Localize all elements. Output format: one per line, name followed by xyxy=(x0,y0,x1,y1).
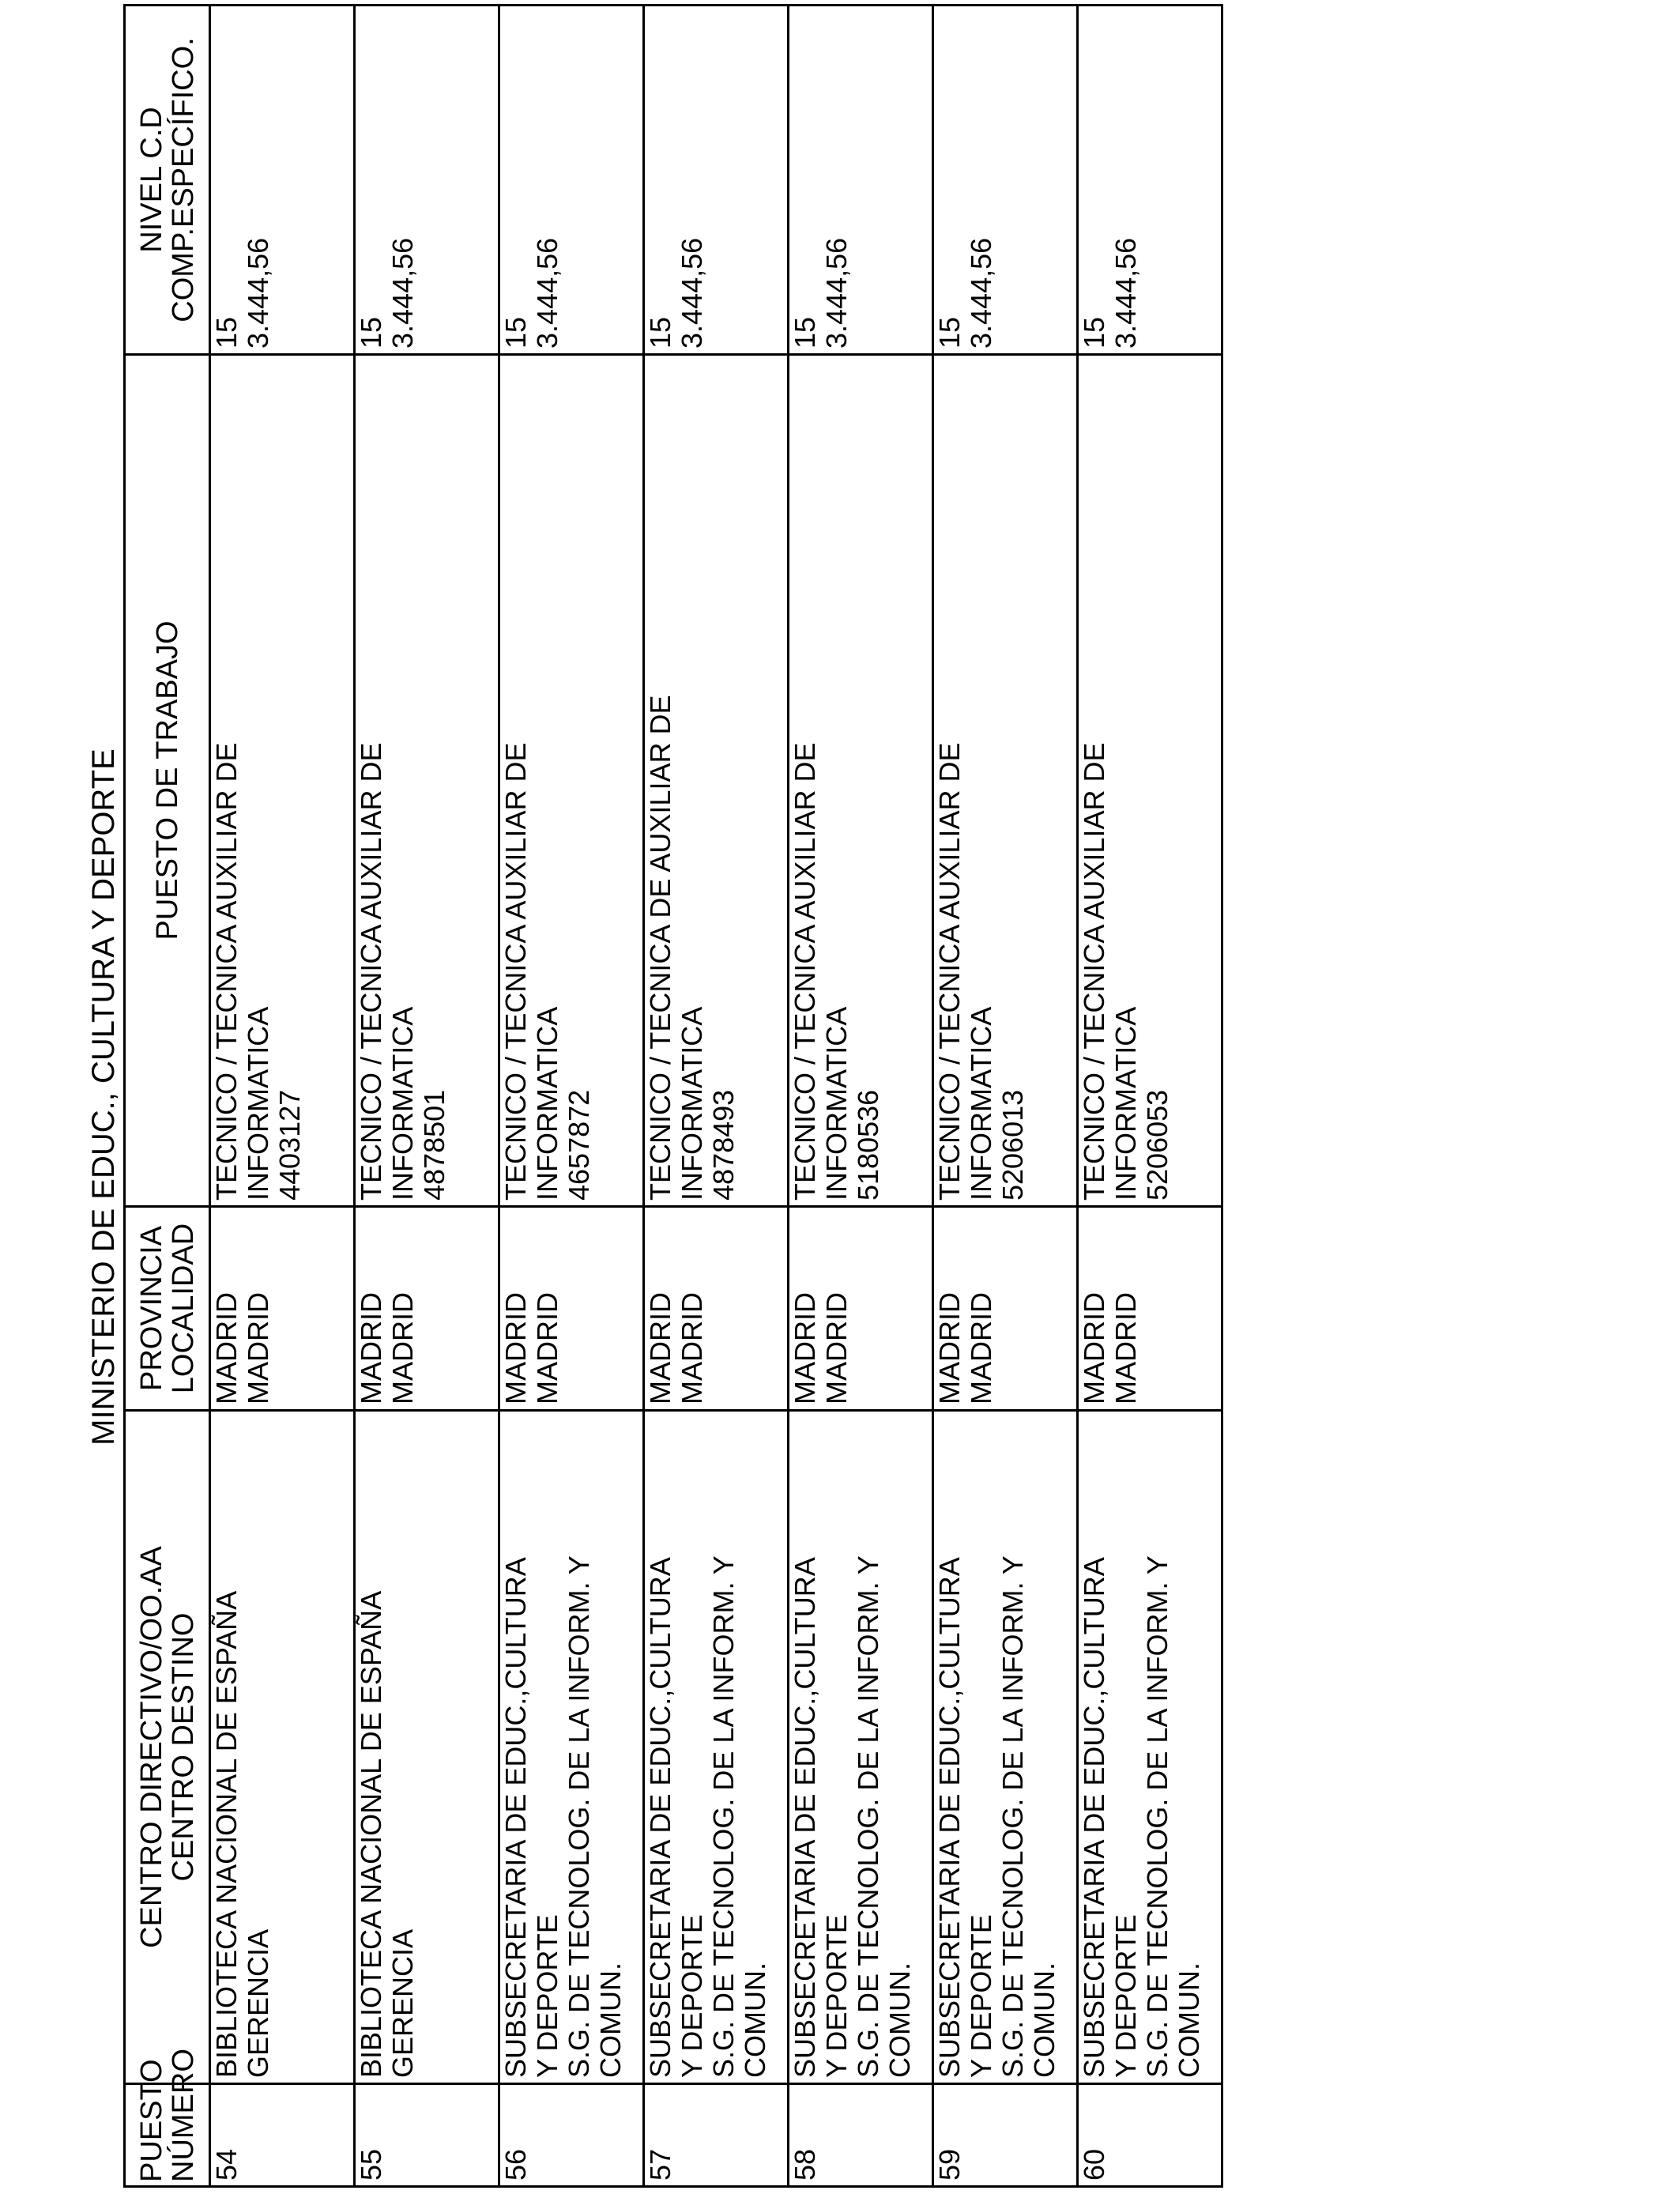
complemento-especifico: 3.444,56 xyxy=(242,237,274,349)
puesto-trabajo-cell xyxy=(210,355,355,1207)
provincia-cell xyxy=(499,1207,644,1411)
localidad: MADRID xyxy=(531,1292,563,1404)
nivel-cd: 15 xyxy=(933,316,966,349)
centro-directivo-line: SUBSECRETARIA DE EDUC.,CULTURA xyxy=(1078,1557,1110,2078)
centro-cell xyxy=(210,1411,355,2084)
provincia-cell xyxy=(933,1207,1078,1411)
puesto-trabajo-cell xyxy=(1078,355,1222,1207)
centro-directivo-line: Y DEPORTE xyxy=(531,1914,563,2078)
complemento-especifico: 3.444,56 xyxy=(1109,237,1142,349)
centro-directivo-line: BIBLIOTECA NACIONAL DE ESPAÑA xyxy=(355,1590,387,2078)
puesto-numero-cell xyxy=(644,2084,789,2187)
nivel-cd: 15 xyxy=(644,316,676,349)
centro-destino-line: S.G. DE TECNOLOG. DE LA INFORM. Y xyxy=(996,1555,1029,2078)
puesto-codigo: 4878501 xyxy=(418,1089,450,1201)
table-row xyxy=(644,6,789,2187)
provincia: MADRID xyxy=(933,1292,966,1404)
table-row xyxy=(499,6,644,2187)
provincia-cell xyxy=(789,1207,933,1411)
puesto-numero: 59 xyxy=(933,2148,966,2181)
puesto-codigo: 4403127 xyxy=(273,1089,306,1201)
puesto-codigo: 4657872 xyxy=(563,1089,595,1201)
centro-directivo-line: SUBSECRETARIA DE EDUC.,CULTURA xyxy=(644,1557,676,2078)
puesto-trabajo-line: INFORMATICA xyxy=(386,1006,419,1201)
puesto-codigo: 5206053 xyxy=(1141,1089,1173,1201)
puesto-trabajo-line: TECNICO / TECNICA AUXILIAR DE xyxy=(1078,742,1110,1201)
puesto-trabajo-line: INFORMATICA xyxy=(676,1006,708,1201)
puesto-numero-cell xyxy=(789,2084,933,2187)
puesto-codigo: 5180536 xyxy=(852,1089,884,1201)
puesto-numero-cell xyxy=(210,2084,355,2187)
centro-cell xyxy=(933,1411,1078,2084)
header-nivel: NIVEL C.D COMP.ESPECÍFICO. xyxy=(125,6,210,355)
puesto-numero: 56 xyxy=(499,2148,532,2181)
complemento-especifico: 3.444,56 xyxy=(965,237,997,349)
nivel-cell xyxy=(789,6,933,355)
puesto-trabajo-line: TECNICO / TECNICA DE AUXILIAR DE xyxy=(644,695,676,1201)
centro-cell xyxy=(499,1411,644,2084)
puesto-trabajo-line: INFORMATICA xyxy=(1109,1006,1142,1201)
provincia: MADRID xyxy=(789,1292,821,1404)
ministry-title: MINISTERIO DE EDUC., CULTURA Y DEPORTE xyxy=(86,748,121,1446)
table-row xyxy=(355,6,499,2187)
puesto-numero-cell xyxy=(933,2084,1078,2187)
centro-directivo-line: SUBSECRETARIA DE EDUC.,CULTURA xyxy=(499,1557,532,2078)
puesto-numero: 57 xyxy=(644,2148,676,2181)
puesto-trabajo-line: TECNICO / TECNICA AUXILIAR DE xyxy=(355,742,387,1201)
puesto-trabajo-line: TECNICO / TECNICA AUXILIAR DE xyxy=(789,742,821,1201)
centro-cell xyxy=(355,1411,499,2084)
puesto-trabajo-line: INFORMATICA xyxy=(820,1006,853,1201)
puesto-trabajo-cell xyxy=(355,355,499,1207)
localidad: MADRID xyxy=(242,1292,274,1404)
puesto-trabajo-cell xyxy=(933,355,1078,1207)
complemento-especifico: 3.444,56 xyxy=(386,237,419,349)
provincia: MADRID xyxy=(355,1292,387,1404)
puesto-codigo: 4878493 xyxy=(707,1089,740,1201)
puesto-trabajo-cell xyxy=(789,355,933,1207)
nivel-cell xyxy=(644,6,789,355)
puesto-trabajo-line: TECNICO / TECNICA AUXILIAR DE xyxy=(933,742,966,1201)
positions-table xyxy=(123,4,1223,2188)
puesto-codigo: 5206013 xyxy=(996,1089,1029,1201)
nivel-cd: 15 xyxy=(355,316,387,349)
puesto-trabajo-cell xyxy=(644,355,789,1207)
complemento-especifico: 3.444,56 xyxy=(531,237,563,349)
nivel-cd: 15 xyxy=(789,316,821,349)
nivel-cell xyxy=(1078,6,1222,355)
provincia-cell xyxy=(1078,1207,1222,1411)
puesto-numero: 55 xyxy=(355,2148,387,2181)
centro-directivo-line: SUBSECRETARIA DE EDUC.,CULTURA xyxy=(789,1557,821,2078)
header-puesto-numero: PUESTO NÚMERO xyxy=(125,2084,210,2187)
provincia-cell xyxy=(355,1207,499,1411)
puesto-trabajo-line: INFORMATICA xyxy=(965,1006,997,1201)
nivel-cd: 15 xyxy=(499,316,532,349)
centro-directivo-line: Y DEPORTE xyxy=(820,1914,853,2078)
nivel-cell xyxy=(933,6,1078,355)
localidad: MADRID xyxy=(965,1292,997,1404)
centro-cell xyxy=(1078,1411,1222,2084)
table-row xyxy=(933,6,1078,2187)
provincia: MADRID xyxy=(499,1292,532,1404)
puesto-numero-cell xyxy=(499,2084,644,2187)
provincia-cell xyxy=(644,1207,789,1411)
provincia-cell xyxy=(210,1207,355,1411)
centro-directivo-line: BIBLIOTECA NACIONAL DE ESPAÑA xyxy=(210,1590,243,2078)
provincia: MADRID xyxy=(1078,1292,1110,1404)
puesto-numero: 60 xyxy=(1078,2148,1110,2181)
nivel-cell xyxy=(499,6,644,355)
centro-cell xyxy=(789,1411,933,2084)
centro-directivo-line: Y DEPORTE xyxy=(1109,1914,1142,2078)
header-puesto-trabajo: PUESTO DE TRABAJO xyxy=(125,355,210,1207)
puesto-trabajo-cell xyxy=(499,355,644,1207)
header-row xyxy=(125,6,210,2187)
nivel-cell xyxy=(210,6,355,355)
puesto-numero-cell xyxy=(1078,2084,1222,2187)
table-row xyxy=(210,6,355,2187)
centro-directivo-line: Y DEPORTE xyxy=(965,1914,997,2078)
provincia: MADRID xyxy=(644,1292,676,1404)
header-provincia: PROVINCIA LOCALIDAD xyxy=(125,1207,210,1411)
centro-destino-line: GERENCIA xyxy=(386,1928,419,2078)
nivel-cd: 15 xyxy=(210,316,243,349)
localidad: MADRID xyxy=(386,1292,419,1404)
puesto-numero: 54 xyxy=(210,2148,243,2181)
nivel-cell xyxy=(355,6,499,355)
centro-destino-line: COMUN. xyxy=(1028,1962,1060,2078)
puesto-trabajo-line: TECNICO / TECNICA AUXILIAR DE xyxy=(499,742,532,1201)
puesto-numero-cell xyxy=(355,2084,499,2187)
centro-destino-line: COMUN. xyxy=(1173,1962,1205,2078)
centro-cell xyxy=(644,1411,789,2084)
centro-destino-line: S.G. DE TECNOLOG. DE LA INFORM. Y xyxy=(563,1555,595,2078)
puesto-trabajo-line: INFORMATICA xyxy=(242,1006,274,1201)
puesto-trabajo-line: TECNICO / TECNICA AUXILIAR DE xyxy=(210,742,243,1201)
table-row xyxy=(1078,6,1222,2187)
localidad: MADRID xyxy=(820,1292,853,1404)
puesto-trabajo-line: INFORMATICA xyxy=(531,1006,563,1201)
centro-destino-line: S.G. DE TECNOLOG. DE LA INFORM. Y xyxy=(707,1555,740,2078)
centro-destino-line: COMUN. xyxy=(739,1962,771,2078)
centro-destino-line: COMUN. xyxy=(594,1962,627,2078)
header-centro: CENTRO DIRECTIVO/OO.AA CENTRO DESTINO xyxy=(125,1411,210,2084)
puesto-numero: 58 xyxy=(789,2148,821,2181)
complemento-especifico: 3.444,56 xyxy=(676,237,708,349)
centro-destino-line: COMUN. xyxy=(883,1962,916,2078)
centro-destino-line: S.G. DE TECNOLOG. DE LA INFORM. Y xyxy=(852,1555,884,2078)
nivel-cd: 15 xyxy=(1078,316,1110,349)
centro-directivo-line: Y DEPORTE xyxy=(676,1914,708,2078)
provincia: MADRID xyxy=(210,1292,243,1404)
localidad: MADRID xyxy=(676,1292,708,1404)
table-row xyxy=(789,6,933,2187)
centro-directivo-line: SUBSECRETARIA DE EDUC.,CULTURA xyxy=(933,1557,966,2078)
localidad: MADRID xyxy=(1109,1292,1142,1404)
complemento-especifico: 3.444,56 xyxy=(820,237,853,349)
centro-destino-line: S.G. DE TECNOLOG. DE LA INFORM. Y xyxy=(1141,1555,1173,2078)
centro-destino-line: GERENCIA xyxy=(242,1928,274,2078)
